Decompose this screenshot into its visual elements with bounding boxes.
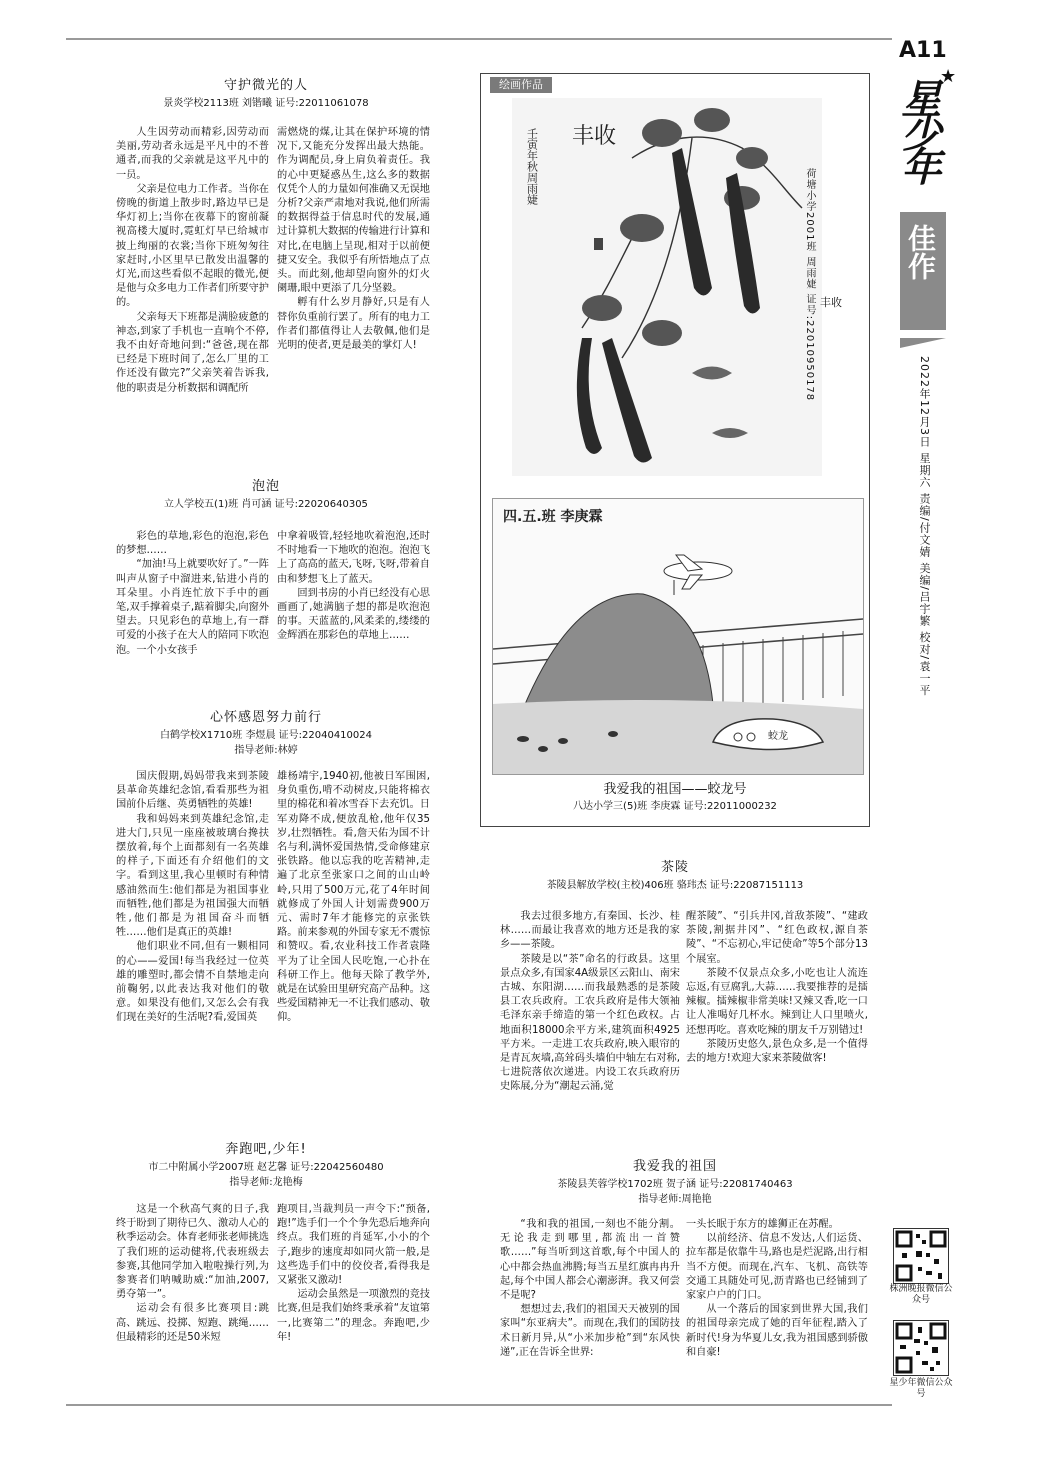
article-byline: 茶陵县解放学校(主校)406班 骆玮杰 证号:22087151113 (546, 880, 804, 891)
painting-credit: 荷塘小学2001班 周雨婕 证号:22010950178 (804, 168, 815, 402)
qr-code-icon[interactable] (893, 1228, 949, 1284)
paragraph: 我去过很多地方,有秦国、长沙、桂林……而最让我喜欢的地方还是我的家乡——茶陵。 (500, 911, 680, 951)
seal-stamp (594, 238, 603, 250)
article-col-1 (116, 770, 269, 1126)
paragraph: 孵有什么岁月静好,只是有人替你负重前行罢了。所有的电力工作者们都值得让人去敬佩,他们是光明的使者,更是最美的掌灯人! (277, 297, 430, 352)
article-title: 泡泡 (251, 479, 280, 494)
calligraphy-date: 壬寅年秋周雨婕 (525, 128, 539, 205)
article-title: 守护微光的人 (223, 78, 308, 93)
paragraph: 茶陵历史悠久,景色众多,是一个值得去的地方!欢迎大家来茶陵做客! (686, 1038, 868, 1065)
paragraph: 以前经济、信息不发达,人们运货、拉车都是依靠牛马,路也是烂泥路,出行相当不方便。而现在,汽车、飞机、高铁等交通工具随处可见,沥青路也已经铺到了家家户户的门口。 (686, 1233, 868, 1302)
section-tab-arrow (900, 333, 946, 343)
paragraph: 雄杨靖宇,1940初,他被日军围困,身负重伤,啃不动树皮,只能将棉衣里的棉花和着冰雪吞下去充饥。日军劝降不成,便放乱枪,他年仅35岁,壮烈牺牲。看,詹天佑为国不计名与利,满怀爱国热情,受命修建京张铁路。他以忘我的吃苦精神,走遍了北京至张家口之间的山山岭岭,只用了500万元,花了4年时间就修成了外国人计划需费900万元、需时7年才能修完的京张铁路。前来参观的外国专家无不震惊和赞叹。看,农业科技工作者袁隆平为了让全国人民吃饱,一心扑在科研工作上。他每天除了教学外,就是在试验田里研究高产品种。这些爱国精神无一不让我们感动、敬仰。 (277, 771, 430, 1024)
paragraph: 运动会虽然是一项激烈的竞技比赛,但是我们始终秉承着“友谊第一,比赛第二”的理念。奔跑吧,少年! (277, 1289, 430, 1343)
painting-harvest-art (512, 98, 822, 476)
artist-note: 四.五.班 李庚霖 (503, 509, 603, 525)
article-col-2 (277, 530, 430, 690)
article-byline: 景炎学校2113班 刘锴曦 证号:22011061078 (163, 98, 369, 109)
section-label: 佳作 (904, 224, 937, 280)
article-teacher: 指导老师:龙艳梅 (229, 1177, 303, 1188)
paragraph: 父亲是位电力工作者。当你在傍晚的街道上散步时,路边早已是华灯初上;当你在夜幕下的窗前凝视高楼大厦时,霓虹灯早已给城市披上绚丽的衣裳;当你下班匆匆往家赶时,小区里早已散发出温馨的灯光,而这些看似不起眼的微光,便是他与众多电力工作者们所要守护的。 (116, 183, 269, 309)
paragraph: 需燃烧的煤,让其在保护环境的情况下,又能充分发挥出最大热能。作为调配员,身上肩负着责任。我的心中更疑惑丛生,这么多的数据仅凭个人的力量如何准确又无误地分析?父亲严肃地对我说,他们所需的数据得益于信息时代的发展,通过计算机大数据的传输进行计算和对比,在电脑上呈现,相对于以前便捷又安全。我似乎有所悟地点了点头。而此刻,他却望向窗外的灯火阑珊,眼中更添了几分坚毅。 (277, 127, 430, 295)
section-tab (900, 212, 946, 330)
paragraph: “加油!马上就要吹好了。”一阵叫声从窗子中溜进来,钻进小肖的耳朵里。小肖连忙放下手中的画笔,双手撑着桌子,踮着脚尖,向窗外望去。只见彩色的草地上,有一群可爱的小孩子在大人的陪同下吹泡泡。一个小女孩手 (116, 559, 269, 656)
art-label: 绘画作品 (490, 77, 552, 93)
paragraph: 醒茶陵”、“引兵井冈,首敌茶陵”、“建政茶陵,割据井冈”、“红色政权,源自茶陵”、“不忘初心,牢记使命”等5个部分13个展室。 (686, 911, 868, 965)
article-col-2 (277, 126, 430, 476)
paragraph: 从一个落后的国家到世界大国,我们的祖国母亲完成了她的百年征程,踏入了新时代!身为华夏儿女,我为祖国感到骄傲和自豪! (686, 1304, 868, 1358)
painting-title: 丰收 (820, 296, 842, 309)
paragraph: 运动会有很多比赛项目:跳高、跳远、投掷、短跑、跳绳……但最精彩的还是50米短 (116, 1303, 269, 1343)
paragraph: 想想过去,我们的祖国天天被别的国家叫“东亚病夫”。而现在,我们的国防技术日新月异,从“小米加步枪”到“东风快递”,正在告诉全世界: (500, 1304, 680, 1358)
article-teacher: 指导老师:林婷 (234, 745, 298, 756)
article-title: 茶陵 (660, 860, 689, 875)
painting-jiaolong (492, 498, 864, 775)
date-line: 2022年12月3日 星期六 责编/付文婧 美编/吕宇繁 校对/袁一平 (918, 356, 931, 697)
article-col-2 (277, 770, 430, 1126)
qr-label: 星少年微信公众号 (889, 1378, 953, 1399)
paragraph: 我和妈妈来到英雄纪念馆,走进大门,只见一座座被玻璃台搀扶摆放着,每个上面都刻有一名英雄的样子,下面还有介绍他们的文字。看到这里,我心里顿时有种情感油然而生:他们都是为祖国事业而牺牲,他们都是为祖国强大而牺牲,他们都是为祖国奋斗而牺牲……他们是真正的英雄! (116, 813, 269, 939)
article-col-2 (277, 1203, 430, 1395)
article-teacher: 指导老师:周艳艳 (638, 1194, 712, 1205)
masthead-logo (895, 66, 957, 180)
art-caption-title: 我爱我的祖国——蛟龙号 (603, 782, 747, 797)
article-col-2 (686, 1218, 868, 1398)
paragraph: 跑项目,当裁判员一声令下:“预备,跑!”选手们一个个争先恐后地奔向终点。我们班的肖延军,小小的个子,跑步的速度却如同火箭一般,是这些选手们中的佼佼者,看得我是又紧张又激动! (277, 1204, 430, 1287)
article-title: 心怀感恩努力前行 (209, 710, 322, 725)
article-title: 我爱我的祖国 (632, 1159, 717, 1174)
paragraph: 这是一个秋高气爽的日子,我终于盼到了期待已久、激动人心的秋季运动会。体育老师张老师挑选了我们班的运动健将,代表班级去参赛,其他同学加入啦啦操行列,为参赛者们呐喊助威:“加油,2007,勇夺第一”。 (116, 1204, 269, 1301)
article-col-1 (116, 126, 269, 476)
paragraph: 彩色的草地,彩色的泡泡,彩色的梦想…… (116, 531, 269, 557)
paragraph: 人生因劳动而精彩,因劳动而美丽,劳动者永远是平凡中的不普通者,而我的父亲就是这平凡中的一员。 (116, 127, 269, 181)
article-col-1 (500, 1218, 680, 1398)
paragraph: 中拿着吸管,轻轻地吹着泡泡,还时不时地看一下地吹的泡泡。泡泡飞上了高高的蓝天,飞呀,飞呀,带着自由和梦想飞上了蓝天。 (277, 531, 430, 585)
article-col-1 (116, 530, 269, 690)
calligraphy-title: 丰收 (572, 124, 617, 149)
art-caption-byline: 八达小学三(5)班 李庚霖 证号:22011000232 (573, 801, 777, 812)
article-col-1 (500, 910, 680, 1138)
page-number: A11 (899, 38, 947, 63)
bottom-rule (66, 1404, 892, 1406)
qr-label: 株洲晚报微信公众号 (889, 1284, 953, 1305)
article-byline: 市二中附属小学2007班 赵艺馨 证号:22042560480 (148, 1162, 384, 1173)
brand-title: 星少年 (895, 78, 941, 180)
sub-text: 蛟龙 (768, 731, 788, 742)
paragraph: 一头长眠于东方的雄狮正在苏醒。 (686, 1219, 839, 1230)
qr-code-icon[interactable] (893, 1320, 949, 1376)
paragraph: 国庆假期,妈妈带我来到茶陵县革命英雄纪念馆,看看那些为祖国前仆后继、英勇牺牲的英雄! (116, 771, 269, 811)
paragraph: 茶陵是以“茶”命名的行政县。这里景点众多,有国家4A级景区云阳山、南宋古城、东阳湖……而我最熟悉的是茶陵县工农兵政府。工农兵政府是伟大领袖毛泽东亲手缔造的第一个红色政权。占地面积18000余平方米,建筑面积4925平方米。一走进工农兵政府,映入眼帘的是青瓦灰墙,高耸码头墙伯中轴左右对称,七进院落依次递进。内设工农兵政府历史陈展,分为“潮起云涌,觉 (500, 953, 680, 1093)
paragraph: 父亲每天下班都是满脸疲惫的神态,到家了手机也一直响个不停,我不由好奇地问到:“爸爸,现在都已经是下班时间了,怎么厂里的工作还没有做完?”父亲笑着告诉我,他的职责是分析数据和调配所 (116, 311, 269, 394)
paragraph: 他们职业不同,但有一颗相同的心——爱国!每当我经过一位英雄的雕塑时,都会情不自禁地走向前鞠躬,以此表达我对他们的敬意。如果没有他们,又怎么会有我们现在美好的生活呢?看,爱国英 (116, 941, 269, 1024)
article-byline: 白鹤学校X1710班 李煜晨 证号:22040410024 (159, 730, 372, 741)
article-title: 奔跑吧,少年! (225, 1142, 307, 1157)
painting-jiaolong-art (493, 499, 863, 774)
article-byline: 立人学校五(1)班 肖可涵 证号:22020640305 (164, 499, 368, 510)
paragraph: “我和我的祖国,一刻也不能分割。无论我走到哪里,都流出一首赞歌……”每当听到这首歌,每个中国人的心中都会热血沸腾;每当五星红旗冉冉升起,每个中国人都会心潮澎湃。我又何尝不是呢? (500, 1219, 680, 1302)
article-col-1 (116, 1203, 269, 1395)
article-byline: 茶陵县芙蓉学校1702班 贺子涵 证号:22081740463 (557, 1179, 793, 1190)
star-icon: ★ (940, 66, 957, 87)
paragraph: 茶陵不仅景点众多,小吃也让人流连忘返,有豆腐乳,大蒜……我要推荐的是擂辣椒。擂辣椒非常美味!又辣又香,吃一口让人准喝好几杯水。辣到让人口里喷火,还想再吃。喜欢吃辣的朋友千万别错过! (686, 967, 868, 1036)
paragraph: 回到书房的小肖已经没有心思画画了,她满脑子想的都是吹泡泡的事。天蓝蓝的,风柔柔的,缕缕的金辉洒在那彩色的草地上…… (277, 587, 430, 642)
article-col-2 (686, 910, 868, 1138)
painting-harvest (512, 98, 822, 476)
top-rule (66, 38, 892, 40)
